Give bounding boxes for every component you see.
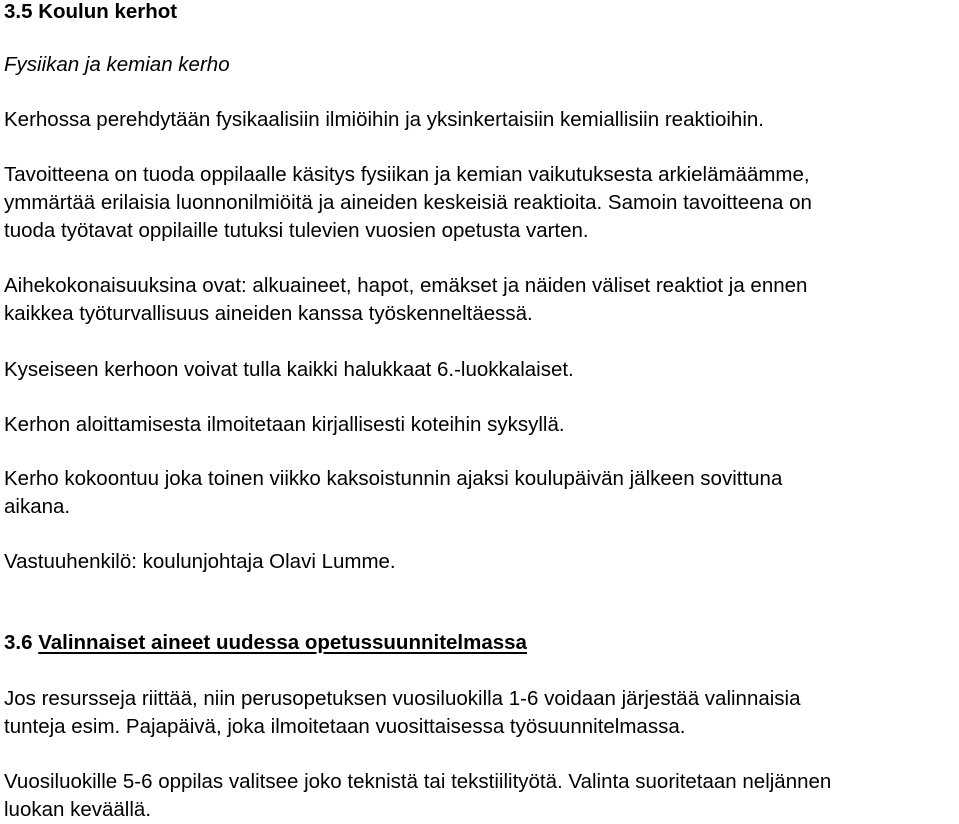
text-line: aikana.	[4, 495, 71, 518]
paragraph-responsible-person	[4, 548, 396, 576]
text-line: tunteja esim. Pajapäivä, joka ilmoitetaan vuosittaisessa työsuunnitelmassa.	[4, 715, 686, 738]
text-line: Tavoitteena on tuoda oppilaalle käsitys fysiikan ja kemian vaikutuksesta arkielämäämme,	[4, 163, 810, 186]
paragraph-topics	[4, 272, 807, 328]
text-line: ymmärtää erilaisia luonnonilmiöitä ja aineiden keskeisiä reaktioita. Samoin tavoitteena on	[4, 191, 812, 214]
paragraph-goals	[4, 161, 812, 245]
text-line: Vuosiluokille 5-6 oppilas valitsee joko teknistä tai tekstiilityötä. Valinta suoritetaan neljännen	[4, 770, 832, 793]
paragraph-electives	[4, 685, 801, 741]
paragraph-announcement	[4, 411, 565, 439]
text-line: tuoda työtavat oppilaille tutuksi tulevien vuosien opetusta varten.	[4, 219, 589, 242]
text-line: luokan keväällä.	[4, 798, 152, 821]
paragraph-eligibility	[4, 356, 574, 384]
paragraph-schedule	[4, 465, 782, 521]
text-line: Kerhossa perehdytään fysikaalisiin ilmiöihin ja yksinkertaisiin kemiallisiin reaktioihin.	[4, 108, 764, 131]
text-line: Vastuuhenkilö: koulunjohtaja Olavi Lumme.	[4, 550, 396, 573]
text-line: Jos resursseja riittää, niin perusopetuksen vuosiluokilla 1-6 voidaan järjestää valinnaisia	[4, 687, 801, 710]
text-line: Kerho kokoontuu joka toinen viikko kaksoistunnin ajaksi koulupäivän jälkeen sovittuna	[4, 467, 783, 490]
section-heading-3-5: 3.5 Koulun kerhot	[4, 0, 178, 23]
paragraph-craft-choice	[4, 768, 831, 824]
text-line: Kerhon aloittamisesta ilmoitetaan kirjallisesti koteihin syksyllä.	[4, 413, 565, 436]
text-line: Kyseiseen kerhoon voivat tulla kaikki halukkaat 6.-luokkalaiset.	[4, 358, 574, 381]
text-line: Aihekokonaisuuksina ovat: alkuaineet, hapot, emäkset ja näiden väliset reaktiot ja ennen	[4, 274, 808, 297]
section-heading-3-6	[4, 629, 527, 657]
text-line: kaikkea työturvallisuus aineiden kanssa työskenneltäessä.	[4, 302, 533, 325]
club-subheading: Fysiikan ja kemian kerho	[4, 53, 230, 76]
section-number: 3.6	[4, 631, 33, 654]
paragraph-intro	[4, 106, 764, 134]
section-title: Valinnaiset aineet uudessa opetussuunnitelmassa	[38, 631, 527, 654]
